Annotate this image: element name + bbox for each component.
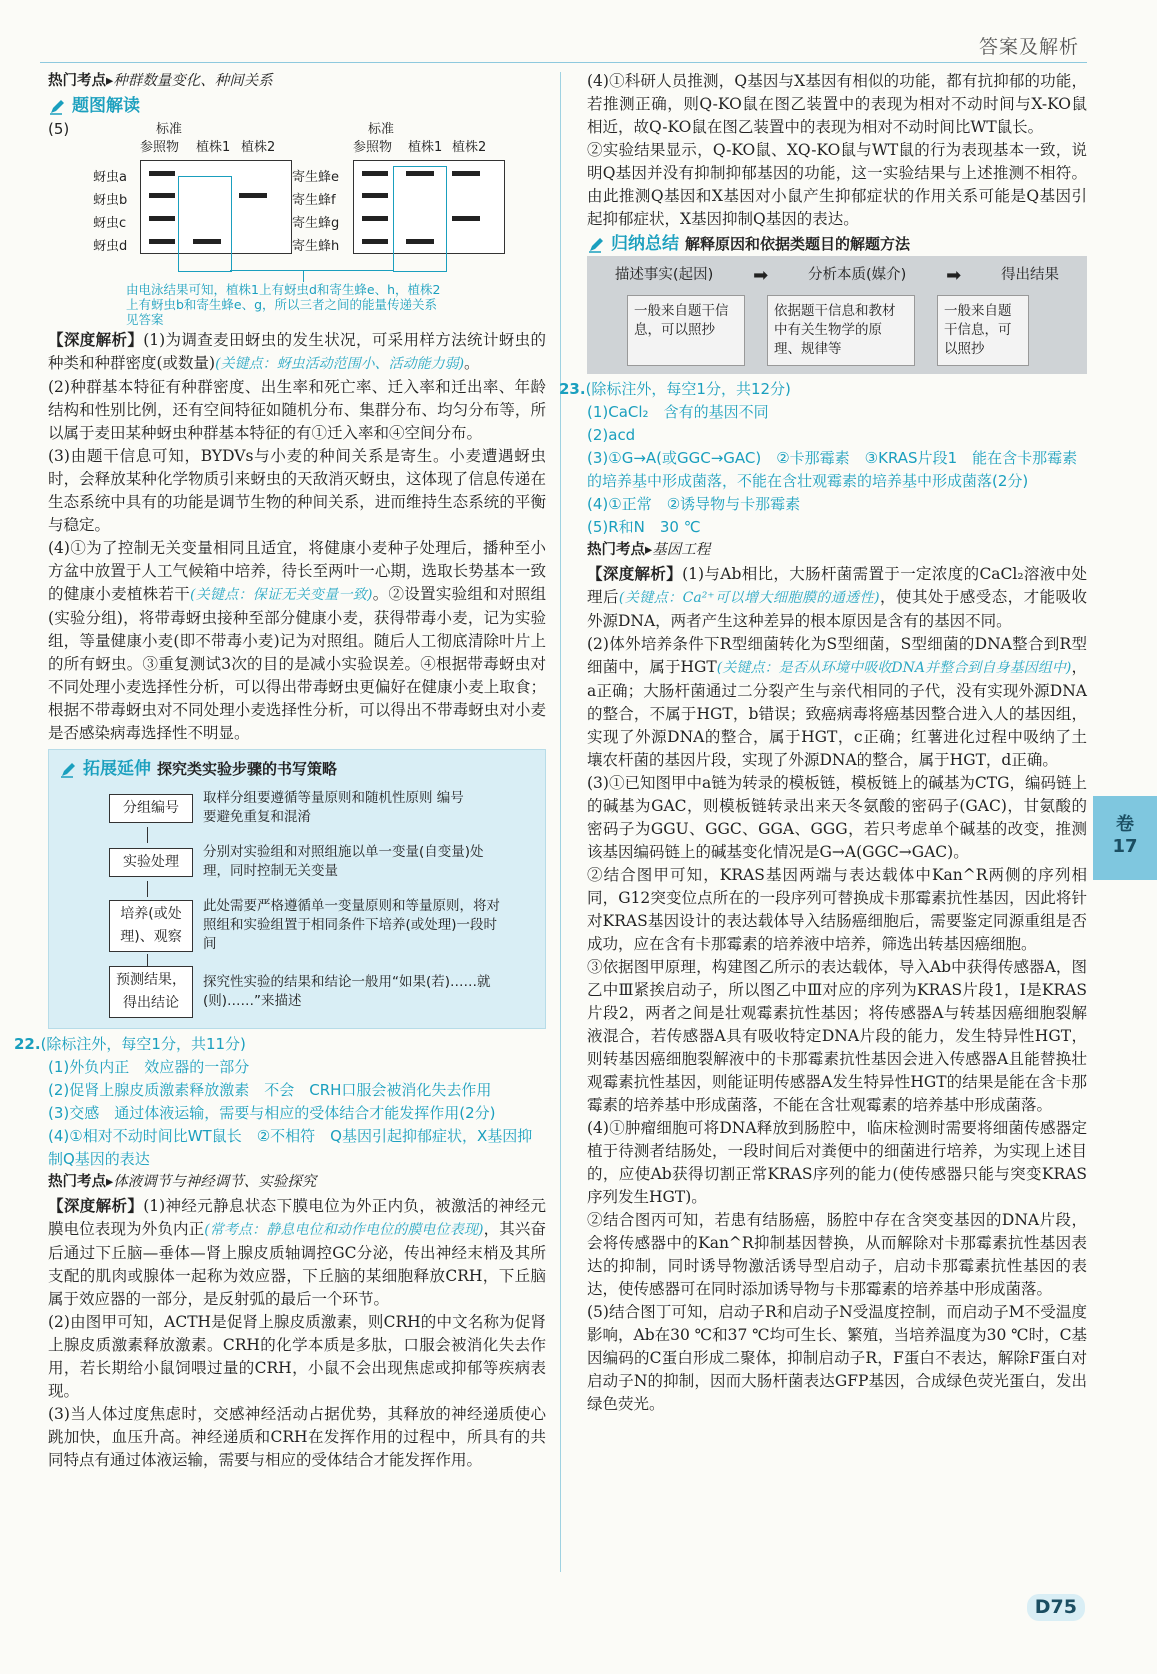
tuti-heading [48, 95, 546, 118]
q5-label: (5) [48, 120, 70, 138]
hot-topic-1 [48, 70, 546, 93]
hot-topic-label: 热门考点 [48, 73, 106, 89]
q23-para-1 [587, 562, 1087, 633]
q23-answer: (2)acd [587, 426, 636, 444]
gel-band [149, 193, 175, 198]
flow-arrow [147, 881, 535, 897]
q23-answer: (3)①G→A(或GGC→GAC) ②卡那霉素 ③KRAS片段1 能在含卡那霉素的培养基中形成菌落，不能在含壮观霉素的培养基中形成菌落(2分) [587, 449, 1078, 490]
q23-para-2 [587, 633, 1087, 772]
gel-connector [230, 270, 393, 271]
q22-answer: (3)交感 通过体液运输，需要与相应的受体结合才能发挥作用(2分) [48, 1104, 496, 1122]
para-text: ，a正确；大肠杆菌通过二分裂产生与亲代相同的子代，没有实现外源DNA的整合，不属于HGT，b错误；致癌病毒将癌基因整合进入人的基因组，实现了外源DNA的整合，属于HGT，c正确；红薯进化过程中吸纳了土壤农杆菌的基因片段，实现了外源DNA的整合，属于HGT，d正确。 [587, 658, 1087, 769]
tuti-title: 题图解读 [72, 96, 140, 116]
q23-answer: (5)R和N 30 ℃ [587, 518, 701, 536]
summary-bottom-row [595, 295, 1079, 366]
gel2-row-label: 寄生蜂e [292, 170, 339, 185]
hot-topic-arrow: ▸ [645, 542, 653, 558]
summary-title: 归纳总结 [611, 234, 679, 254]
hot-topic-label: 热门考点 [48, 1174, 106, 1190]
flow-text: 取样分组要遵循等量原则和随机性原则 编号要避免重复和混淆 [203, 790, 464, 825]
gel2-row-label: 寄生蜂f [292, 193, 336, 208]
q23-para-5: (5)结合图丁可知，启动子R和启动子N受温度控制，而启动子M不受温度影响，Ab在30 ℃和37 ℃均可生长、繁殖，当培养温度为30 ℃时，C基因编码的C蛋白形成二聚体，抑制启动子R，F蛋白不表达，解除F蛋白对启动子N的抑制，因而大肠杆菌表达GFP基因，合成绿色荧光蛋白，发出绿色荧光。 [587, 1303, 1087, 1413]
flow-step [109, 966, 535, 1018]
para-text: (1)为调查麦田蚜虫的发生状况，可采用样方法统计蚜虫的种类和种群密度(或数量) [48, 331, 546, 372]
gel2-row-label: 寄生蜂g [292, 216, 340, 231]
flow-box: 实验处理 [109, 848, 193, 877]
q22-head: (除标注外，每空1分，共11分) [40, 1035, 246, 1053]
gel-connector-stem [303, 270, 304, 282]
flow-box: 培养(或处理)、观察 [109, 900, 193, 952]
gel-band [452, 216, 480, 221]
para-text: ，使其处于感受态，才能吸收外源DNA，两者产生这种差异的根本原因是含有的基因不同。 [587, 588, 1087, 630]
flow-arrow [147, 827, 535, 843]
summary-top-item: 得出结果 [1001, 267, 1060, 283]
gel2-plant2-label: 植株2 [452, 140, 487, 155]
deep-para-1 [48, 328, 546, 376]
gel1-ref-label: 参照物 [140, 140, 180, 155]
pencil-icon [48, 98, 66, 116]
q23-head: (除标注外，每空1分，共12分) [585, 380, 791, 398]
q22-para-1 [48, 1194, 546, 1311]
q22-answer: (1)外负内正 效应器的一部分 [48, 1058, 250, 1076]
extension-box [48, 749, 546, 1029]
right-column [559, 70, 1087, 1416]
q23-para-4-1: (4)①肿瘤细胞可将DNA释放到肠腔中，临床检测时需要将细菌传感器定植于待测者结肠处，一段时间后对粪便中的细菌进行培养，为实现上述目的，应使Ab获得切割正常KRAS序列的能力(使传感器只能与突变KRAS序列发生HGT)。 [587, 1119, 1087, 1206]
para-text: 。 [464, 354, 480, 372]
volume-tab-number: 17 [1112, 836, 1138, 857]
pencil-icon [587, 236, 605, 254]
gel2-std-label: 标准 [368, 122, 395, 137]
gel-band [239, 193, 267, 198]
gel-figure [48, 118, 546, 328]
flow-text: 分别对实验组和对照组施以单一变量(自变量)处理，同时控制无关变量 [203, 844, 484, 879]
gel2-highlight [393, 166, 447, 272]
pencil-icon [59, 761, 77, 779]
summary-bottom-item: 一般来自题干信息，可以照抄 [627, 295, 745, 366]
left-column [14, 70, 546, 1472]
hot-topic-text: 体液调节与神经调节、实验探究 [113, 1174, 317, 1190]
q22-para-2: (2)由图甲可知，ACTH是促肾上腺皮质激素，则CRH的中文名称为促肾上腺皮质激素释放激素。CRH的化学本质是多肽，口服会被消化失去作用，若长期给小鼠饲喂过量的CRH，小鼠不会出现焦虑或抑郁等疾病表现。 [48, 1313, 546, 1400]
q23-answer: (1)CaCl₂ 含有的基因不同 [587, 403, 769, 421]
summary-heading [587, 233, 1087, 256]
q22-number: 22. [14, 1035, 41, 1053]
deep-para-3: (3)由题干信息可知，BYDVs与小麦的种间关系是寄生。小麦遭遇蚜虫时，会释放某种化学物质引来蚜虫的天敌消灭蚜虫，这体现了信息传递在生态系统中具有的功能是调节生物的种间关系，进而维持生态系统的平衡与稳定。 [48, 447, 546, 534]
flow-step [109, 843, 535, 881]
para-text: (4)①为了控制无关变量相同且适宜，将健康小麦种子处理后，播种至小方盆中放置于人工气候箱中培养，待长至两叶一心期，选取长势基本一致的健康小麦植株若干 [48, 539, 546, 603]
q22-answer: (2)促肾上腺皮质激素释放激素 不会 CRH口服会被消化失去作用 [48, 1081, 492, 1099]
q23-number: 23. [559, 380, 586, 398]
key-point: (关键点：Ca²⁺可以增大细胞膜的通透性) [618, 590, 880, 606]
gel1-row-label: 蚜虫b [93, 193, 128, 208]
page-number: D75 [1027, 1594, 1085, 1621]
para-text: (1)与Ab相比，大肠杆菌需置于一定浓度的CaCl₂溶液中处理后 [587, 565, 1087, 606]
gel-band [149, 171, 175, 176]
extension-subtitle: 探究类实验步骤的书写策略 [157, 760, 338, 778]
deep-label: 【深度解析】 [587, 564, 683, 583]
deep-para-4 [48, 537, 546, 745]
q22-para-3: (3)当人体过度焦虑时，交感神经活动占据优势，其释放的神经递质使心跳加快，血压升高。神经递质和CRH在发挥作用的过程中，所具有的共同特点有通过体液运输，需要与相应的受体结合才能发挥作用。 [48, 1405, 546, 1469]
key-point: (常考点：静息电位和动作电位的膜电位表现) [204, 1222, 484, 1238]
volume-tab-label: 卷 [1116, 814, 1134, 835]
volume-tab [1093, 796, 1157, 880]
deep-label: 【深度解析】 [48, 330, 144, 349]
para-text: ，其兴奋后通过下丘脑—垂体—肾上腺皮质轴调控GC分泌，传出神经末梢及其所支配的肌肉或腺体一起称为效应器，下丘脑的某细胞释放CRH，下丘脑属于效应器的一部分，是反射弧的最后一个环节。 [48, 1220, 546, 1308]
key-point: (关键点：保证无关变量一致) [189, 587, 373, 603]
q23-answers [559, 378, 1087, 539]
key-point: (关键点：蚜虫活动范围小、活动能力弱) [215, 356, 465, 372]
flow-box: 分组编号 [109, 794, 193, 823]
extension-heading [59, 758, 535, 781]
flow-step [109, 897, 535, 954]
para-text: (1)神经元静息状态下膜电位为外正内负，被激活的神经元膜电位表现为外负内正 [48, 1197, 546, 1238]
hot-topic-text: 种群数量变化、种间关系 [113, 73, 273, 89]
q23-header [559, 378, 1087, 401]
summary-box [587, 256, 1087, 374]
q23-para-4-2: ②结合图丙可知，若患有结肠癌，肠腔中存在含突变基因的DNA片段，会将传感器中的Kan^R抑制基因替换，从而解除对卡那霉素抗性基因表达的抑制，同时诱导物激活诱导型启动子，启动卡那霉素抗性基因的表达，使传感器可在同时添加诱导物与卡那霉素的培养基中形成菌落。 [587, 1211, 1087, 1298]
gel1-row-label: 蚜虫c [93, 216, 127, 231]
hot-topic-3 [587, 539, 1087, 562]
flow-arrow [147, 954, 535, 966]
gel1-plant1-label: 植株1 [196, 140, 231, 155]
summary-bottom-item: 一般来自题干信息，可以照抄 [937, 295, 1029, 366]
para-text: (2)体外培养条件下R型细菌转化为S型细菌，S型细菌的DNA整合到R型细菌中，属于HGT [587, 635, 1087, 676]
flow-step [109, 789, 535, 827]
summary-top-item: 分析本质(媒介) [807, 267, 907, 283]
extension-title: 拓展延伸 [83, 759, 151, 779]
hot-topic-label: 热门考点 [587, 542, 645, 558]
flow-text: 此处需要严格遵循单一变量原则和等量原则，将对照组和实验组置于相同条件下培养(或处理)一段时间 [203, 898, 500, 952]
gel1-std-label: 标准 [156, 122, 183, 137]
q23-para-3-2: ②结合图甲可知，KRAS基因两端与表达载体中Kan^R两侧的序列相同，G12突变位点所在的一段序列可替换成卡那霉素抗性基因，因此将针对KRAS基因设计的表达载体导入结肠癌细胞后，需要鉴定同源重组是否成功，应在含有卡那霉素的培养液中培养，筛选出转基因癌细胞。 [587, 866, 1087, 953]
gel-band [362, 216, 388, 221]
header-rule [40, 62, 1087, 63]
summary-top-item: 描述事实(起因) [614, 267, 714, 283]
arrow-right-icon: ➡ [753, 265, 769, 286]
q22-answer: (4)①相对不动时间比WT鼠长 ②不相符 Q基因引起抑郁症状，X基因抑制Q基因的表达 [48, 1127, 533, 1168]
header-title: 答案及解析 [978, 36, 1079, 58]
column-divider [560, 72, 561, 1572]
gel-band [149, 239, 175, 244]
summary-bottom-item: 依据题干信息和教材中有关生物学的原理、规律等 [767, 295, 915, 366]
deep-label: 【深度解析】 [48, 1196, 144, 1215]
q22-para-4-2: ②实验结果显示，Q-KO鼠、XQ-KO鼠与WT鼠的行为表现基本一致，说明Q基因并没有抑制抑郁基因的功能，这一实验结果与上述推测不相符。由此推测Q基因和X基因对小鼠产生抑郁症状的作用关系可能是Q基因引起抑郁症状，X基因抑制Q基因的表达。 [587, 141, 1087, 228]
gel2-row-label: 寄生蜂h [292, 239, 340, 254]
gel1-row-label: 蚜虫d [93, 239, 128, 254]
q23-para-3-3: ③依据图甲原理，构建图乙所示的表达载体，导入Ab中获得传感器A，图乙中Ⅲ紧挨启动子，所以图乙中Ⅲ对应的序列为KRAS片段1，Ⅰ是KRAS片段2，两者之间是壮观霉素抗性基因；将传感器A与转基因癌细胞裂解液混合，若传感器A具有吸收特定DNA片段的能力，发生特异性HGT，则转基因癌细胞裂解液中的卡那霉素抗性基因会进入传感器A且能替换壮观霉素抗性基因，则能证明传感器A发生特异性HGT的结果是能在含卡那霉素的培养基中形成菌落，不能在含壮观霉素的培养基中形成菌落。 [587, 958, 1087, 1114]
q23-answer: (4)①正常 ②诱导物与卡那霉素 [587, 495, 801, 513]
hot-topic-text: 基因工程 [652, 542, 711, 558]
gel1-row-label: 蚜虫a [93, 170, 127, 185]
summary-top-row [595, 264, 1079, 287]
gel-note: 由电泳结果可知，植株1上有蚜虫d和寄生蜂e、h，植株2上有蚜虫b和寄生蜂e、g，所以三者之间的能量传递关系见答案 [126, 282, 441, 327]
gel2-ref-label: 参照物 [353, 140, 393, 155]
hot-topic-arrow: ▸ [106, 73, 114, 89]
summary-subtitle: 解释原因和依据类题目的解题方法 [685, 235, 911, 253]
gel-band [362, 193, 388, 198]
q22-para-4-1: (4)①科研人员推测，Q基因与X基因有相似的功能，都有抗抑郁的功能，若推测正确，则Q-KO鼠在图乙装置中的表现为相对不动时间与X-KO鼠相近，故Q-KO鼠在图乙装置中的表现为相对不动时间比WT鼠长。 [587, 72, 1087, 136]
q22-header [14, 1033, 546, 1056]
gel-band [452, 171, 480, 176]
flow-text: 探究性实验的结果和结论一般用“如果(若)……就(则)……”来描述 [203, 974, 491, 1009]
q22-answers [14, 1033, 546, 1171]
hot-topic-arrow: ▸ [106, 1174, 114, 1190]
flow-box: 预测结果，得出结论 [109, 966, 193, 1018]
gel1-highlight [178, 176, 232, 272]
hot-topic-2 [48, 1171, 546, 1194]
deep-para-2: (2)种群基本特征有种群密度、出生率和死亡率、迁入率和迁出率、年龄结构和性别比例，还有空间特征如随机分布、集群分布、均匀分布等，所以属于麦田某种蚜虫种群基本特征的有①迁入率和④空间分布。 [48, 378, 546, 442]
gel1-plant2-label: 植株2 [241, 140, 276, 155]
gel2-plant1-label: 植株1 [408, 140, 443, 155]
arrow-right-icon: ➡ [946, 265, 962, 286]
q23-para-3-1: (3)①已知图甲中a链为转录的模板链，模板链上的碱基为CTG，编码链上的碱基为GAC，则模板链转录出来天冬氨酸的密码子(GAC)，甘氨酸的密码子为GGU、GGC、GGA、GGG，若只考虑单个碱基的改变，推测该基因编码链上的碱基变化情况是G→A(GGC→GAC)。 [587, 774, 1087, 861]
gel-band [149, 216, 175, 221]
gel-band [362, 239, 388, 244]
key-point: (关键点：是否从环境中吸收DNA并整合到自身基因组中) [716, 660, 1072, 676]
para-text: 。②设置实验组和对照组(实验分组)，将带毒蚜虫接种至部分健康小麦，获得带毒小麦，记为实验组，等量健康小麦(即不带毒小麦)记为对照组。随后人工彻底清除叶片上的所有蚜虫。③重复测试3次的目的是减小实验误差。④根据带毒蚜虫对不同处理小麦选择性分析，可以得出带毒蚜虫更偏好在健康小麦上取食；根据不带毒蚜虫对不同处理小麦选择性分析，可以得出不带毒蚜虫对小麦是否感染病毒选择性不明显。 [48, 585, 546, 742]
gel-band [362, 171, 388, 176]
